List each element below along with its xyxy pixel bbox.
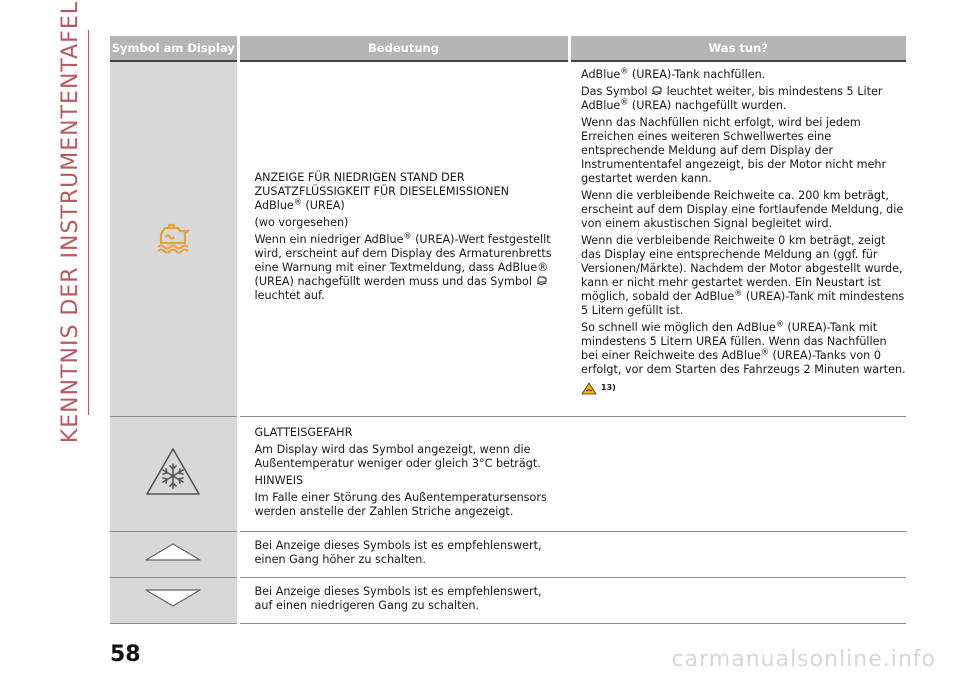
adblue-optional-note: (wo vorgesehen) (254, 216, 349, 230)
warning-ref-number: 13) (601, 383, 616, 392)
action-cell (569, 416, 906, 531)
adblue-desc-a: Wenn ein niedriger AdBlue (254, 233, 404, 247)
meaning-cell (238, 61, 569, 416)
action-symbol-b: leuchtet weiter, bis mindestens 5 Liter AdBlue (581, 85, 883, 112)
ice-note-title: HINWEIS (254, 473, 304, 487)
registered-mark: ® (734, 288, 743, 298)
action-cell (569, 531, 906, 577)
ice-description: Am Display wird das Symbol angezeigt, wenn die Außentemperatur weniger oder gleich 3°C beträgt. (254, 442, 541, 470)
action-0km-a: Wenn die verbleibende Reichweite 0 km beträgt, zeigt das Display eine entsprechende Meldung an (ggf. für Versionen/Märkte). Nachdem der Motor abgestellt wurde, kann er nicht mehr gestartet werden. Ein Neustart ist möglich, sobald der AdBlue (581, 234, 903, 303)
symbol-table (110, 36, 906, 624)
registered-mark: ® (620, 66, 629, 76)
registered-mark: ® (760, 347, 769, 357)
action-threshold: Wenn das Nachfüllen nicht erfolgt, wird bei jedem Erreichen eines weiteren Schwellwertes eine entsprechende Meldung auf dem Display der Instrumententafel angezeigt, bis der Motor nicht mehr gestartet werden kann. (581, 116, 887, 185)
action-symbol-a: Das Symbol (581, 85, 652, 98)
table-header-row (110, 36, 906, 61)
table-row (110, 416, 906, 531)
adblue-inline-icon (651, 85, 663, 96)
action-refill-a: AdBlue (581, 68, 621, 81)
watermark: carmanualsonline.info (671, 647, 936, 672)
ice-warning-icon (144, 446, 202, 498)
warning-triangle-icon (581, 382, 597, 395)
gear-up-text: Bei Anzeige dieses Symbols ist es empfehlenswert, einen Gang höher zu schalten. (254, 538, 542, 566)
registered-mark: ® (775, 319, 784, 329)
adblue-name: AdBlue (254, 199, 294, 213)
symbol-cell (110, 531, 238, 577)
adblue-inline-icon (536, 275, 548, 286)
header-symbol: Symbol am Display (110, 36, 238, 61)
action-asap-a: So schnell wie möglich den AdBlue (581, 321, 776, 334)
adblue-desc-b: (UREA)-Wert festgestellt wird, erscheint auf dem Display des Armaturenbretts eine Warnung mit einer Textmeldung, dass AdBlue® (UREA) nachgefüllt werden muss und das Symbol (254, 233, 552, 289)
section-divider (88, 30, 89, 415)
table-row (110, 577, 906, 623)
warning-reference (581, 381, 906, 395)
adblue-desc-c: leuchtet auf. (254, 289, 325, 303)
gear-down-text: Bei Anzeige dieses Symbols ist es empfehlenswert, auf einen niedrigeren Gang zu schalten. (254, 584, 542, 612)
action-asap-b: (UREA)-Tank mit mindestens 5 Litern UREA füllen. Wenn das Nachfüllen bei einer Reichweite des AdBlue (581, 321, 887, 362)
gear-up-arrow-icon (143, 541, 203, 563)
action-asap-c: (UREA)-Tanks von 0 erfolgt, vor dem Starten des Fahrzeugs 2 Minuten warten. (581, 349, 906, 376)
header-action: Was tun? (569, 36, 906, 61)
page-number: 58 (110, 642, 141, 667)
action-cell (569, 61, 906, 416)
header-meaning: Bedeutung (238, 36, 569, 61)
action-0km-b: (UREA)-Tank mit mindestens 5 Litern gefüllt ist. (581, 290, 905, 317)
ice-title: GLATTEISGEFAHR (254, 425, 353, 439)
adblue-urea: (UREA) (301, 199, 345, 213)
symbol-cell (110, 416, 238, 531)
meaning-cell (238, 531, 569, 577)
registered-mark: ® (620, 97, 629, 107)
action-refill-b: (UREA)-Tank nachfüllen. (628, 68, 766, 81)
action-200km: Wenn die verbleibende Reichweite ca. 200 km beträgt, erscheint auf dem Display eine fortlaufende Meldung, die von einem akustischen Signal begleitet wird. (581, 189, 904, 230)
symbol-cell (110, 577, 238, 623)
adblue-fluid-icon (152, 219, 194, 255)
registered-mark: ® (403, 231, 412, 241)
ice-note-text: Im Falle einer Störung des Außentemperatursensors werden anstelle der Zahlen Striche angezeigt. (254, 490, 547, 518)
symbol-cell (110, 61, 238, 416)
registered-mark: ® (293, 197, 302, 207)
gear-down-arrow-icon (143, 587, 203, 609)
table-row (110, 61, 906, 416)
section-title: KENNTNIS DER INSTRUMENTENTAFEL (57, 1, 83, 444)
meaning-cell (238, 416, 569, 531)
adblue-title-line-2: ZUSATZFLÜSSIGKEIT FÜR DIESELEMISSIONEN (254, 185, 509, 199)
meaning-cell (238, 577, 569, 623)
table-row (110, 531, 906, 577)
adblue-title-line-1: ANZEIGE FÜR NIEDRIGEN STAND DER (254, 171, 465, 185)
action-symbol-c: (UREA) nachgefüllt wurden. (628, 99, 787, 112)
action-cell (569, 577, 906, 623)
